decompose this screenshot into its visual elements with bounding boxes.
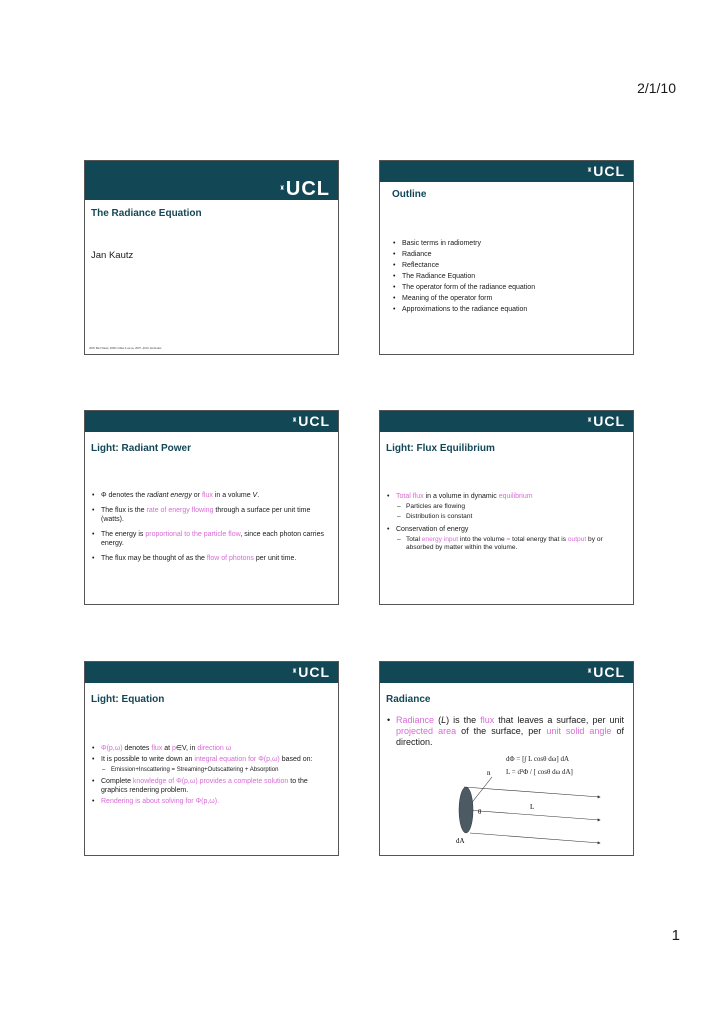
- slide-banner: [85, 662, 338, 683]
- list-item: • Meaning of the operator form: [392, 294, 535, 303]
- crest-icon: ♜: [291, 669, 298, 675]
- slide-banner: [380, 161, 633, 182]
- list-item: • Reflectance: [392, 261, 535, 270]
- author-name: Jan Kautz: [91, 250, 134, 261]
- ray-top-line: [464, 787, 600, 797]
- slide-flux-equilibrium: [379, 410, 634, 605]
- slide-light-equation: [84, 661, 339, 856]
- ucl-logo: ♜UCL: [586, 413, 625, 429]
- crest-icon: ♜: [586, 418, 593, 424]
- bullet-list: [91, 491, 329, 567]
- list-item: • Φ denotes the radiant energy or flux in a volume V.: [91, 491, 329, 500]
- list-item: • It is possible to write down an integral equation for Φ(p,ω) based on: – Emission+Inscattering = Streaming+Outscattering + Absorption: [91, 755, 329, 774]
- ray-center-line: [466, 810, 600, 820]
- ucl-logo: ♜UCL: [279, 178, 330, 200]
- ucl-logo: ♜UCL: [586, 664, 625, 680]
- sub-item: – Particles are flowing: [396, 503, 622, 511]
- crest-icon: ♜: [586, 168, 593, 174]
- da-label: dA: [456, 837, 465, 845]
- bullet-list: [386, 715, 624, 752]
- sub-item: – Distribution is constant: [396, 513, 622, 521]
- list-item: • Rendering is about solving for Φ(p,ω).: [91, 797, 329, 806]
- normal-label: n: [487, 769, 491, 777]
- sub-item: – Total energy input into the volume = total energy that is output by or absorbed by matter within the volume.: [396, 536, 622, 552]
- list-item: • The energy is proportional to the particle flow, since each photon carries energy.: [91, 530, 329, 548]
- list-item: • The operator form of the radiance equation: [392, 283, 535, 292]
- slide-banner: [85, 161, 338, 200]
- list-item: • Radiance (L) is the flux that leaves a surface, per unit projected area of the surface, per unit solid angle of direction.: [386, 715, 624, 748]
- slide-title-text: The Radiance Equation: [91, 208, 202, 219]
- slide-title-text: Light: Flux Equilibrium: [386, 443, 495, 454]
- list-item: • Conservation of energy – Total energy input into the volume = total energy that is output by or absorbed by matter within the volume.: [386, 525, 622, 552]
- slide-title-text: Light: Equation: [91, 694, 165, 705]
- crest-icon: ♜: [586, 669, 593, 675]
- crest-icon: ♜: [291, 418, 298, 424]
- slide-title-text: Light: Radiant Power: [91, 443, 191, 454]
- slide-radiance: [379, 661, 634, 856]
- list-item: • The flux is the rate of energy flowing through a surface per unit time (watts).: [91, 506, 329, 524]
- list-item: • Complete knowledge of Φ(p,ω) provides a complete solution to the graphics rendering problem.: [91, 777, 329, 795]
- slide-radiant-power: [84, 410, 339, 605]
- slide-outline: [379, 160, 634, 355]
- list-item: • Total flux in a volume in dynamic equilibrium – Particles are flowing – Distribution is constant: [386, 492, 622, 521]
- ucl-logo: ♜UCL: [291, 664, 330, 680]
- bullet-list: [91, 744, 329, 810]
- sub-item: – Emission+Inscattering = Streaming+Outscattering + Absorption: [101, 766, 329, 774]
- area-element-ellipse: [459, 787, 473, 833]
- list-item: • Approximations to the radiance equation: [392, 305, 535, 314]
- slide-banner: [85, 411, 338, 432]
- outline-list: [392, 239, 535, 316]
- list-item: • Φ(p,ω) denotes flux at p∈V, in direction ω: [91, 744, 329, 753]
- flux-equation: dΦ = [∫ L cosθ dω] dA: [506, 755, 570, 763]
- radiance-equation: L = d²Φ / [ cosθ dω dA]: [506, 768, 573, 776]
- slide-title-text: Outline: [392, 189, 427, 200]
- slide-banner: [380, 662, 633, 683]
- bullet-list: [386, 492, 622, 556]
- list-item: • The flux may be thought of as the flow of photons per unit time.: [91, 554, 329, 563]
- theta-label: θ: [478, 808, 482, 816]
- slide-banner: [380, 411, 633, 432]
- ucl-logo: ♜UCL: [586, 163, 625, 179]
- slide-title-text: Radiance: [386, 694, 431, 705]
- radiance-l-label: L: [530, 803, 535, 811]
- slide-title: [84, 160, 339, 355]
- list-item: • The Radiance Equation: [392, 272, 535, 281]
- page-date: 2/1/10: [637, 80, 676, 96]
- list-item: • Radiance: [392, 250, 535, 259]
- ray-bottom-line: [470, 833, 600, 843]
- crest-icon: ♜: [279, 186, 285, 192]
- page-number: 1: [671, 927, 680, 944]
- copyright-credit: 2005 Mel Slater, 2006 Céline Loscos, 2007 -2010 Jan Kautz: [89, 346, 162, 350]
- ucl-logo: ♜UCL: [291, 413, 330, 429]
- list-item: • Basic terms in radiometry: [392, 239, 535, 248]
